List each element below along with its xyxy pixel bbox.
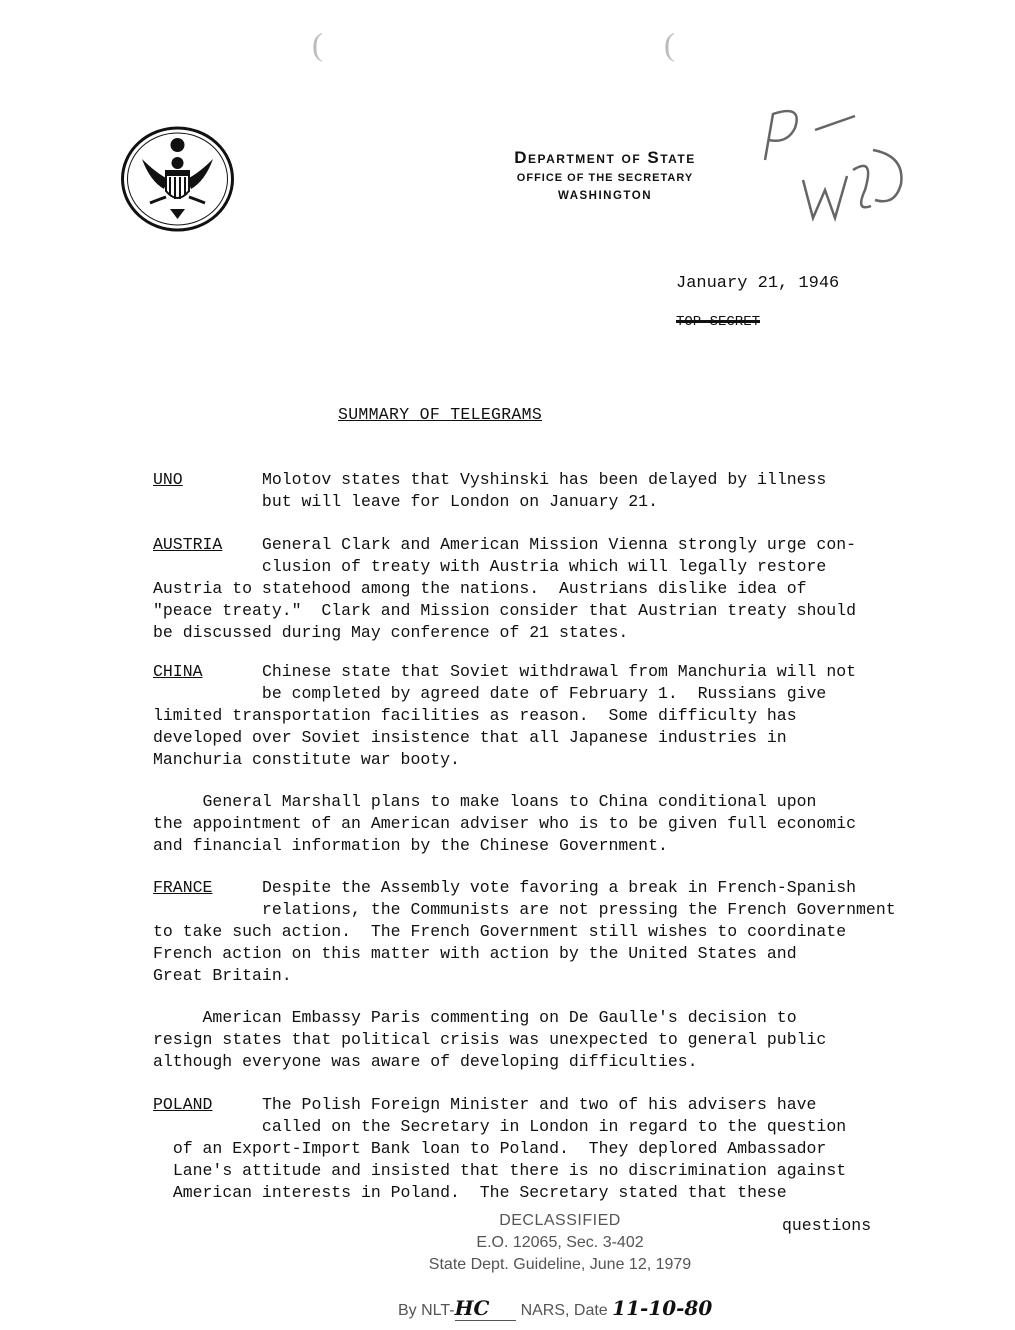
text-line: relations, the Communists are not pressing the French Government (261, 900, 896, 919)
handwritten-date-field: 11-10-80 (612, 1296, 713, 1320)
declass-line: State Dept. Guideline, June 12, 1979 (428, 1256, 692, 1273)
section-france-paragraph-2 (153, 1007, 953, 1073)
section-uno (153, 469, 953, 513)
text-line: called on the Secretary in London in regard to the question (261, 1117, 847, 1136)
classification-marking: TOP SECRET (676, 314, 761, 330)
stray-mark: ( (312, 26, 323, 62)
text-line: Great Britain. (153, 966, 292, 985)
section-poland (153, 1094, 953, 1204)
text-line: Manchuria constitute war booty. (153, 750, 460, 769)
text-line: Lane's attitude and insisted that there is no discrimination against (172, 1161, 847, 1180)
text-line: resign states that political crisis was unexpected to general public (153, 1030, 827, 1049)
city-name: WASHINGTON (557, 190, 652, 202)
stray-mark: ( (664, 26, 675, 62)
by-prefix: By NLT- (398, 1302, 455, 1319)
text-line: be completed by agreed date of February 1. Russians give (261, 684, 827, 703)
text-line: Chinese state that Soviet withdrawal from Manchuria will not (261, 662, 857, 681)
section-austria (153, 534, 953, 644)
section-china-paragraph-2 (153, 791, 953, 857)
text-line: French action on this matter with action by the United States and (153, 944, 797, 963)
declassification-stamp (380, 1210, 740, 1276)
declass-line: E.O. 12065, Sec. 3-402 (476, 1234, 644, 1251)
handwritten-initials-field: HC (454, 1296, 490, 1320)
text-line: The Polish Foreign Minister and two of his advisers have (261, 1095, 817, 1114)
declass-line: DECLASSIFIED (499, 1212, 621, 1229)
section-label: UNO (153, 470, 183, 489)
continuation-word: questions (782, 1216, 872, 1235)
text-line: to take such action. The French Government still wishes to coordinate (153, 922, 847, 941)
text-line: and financial information by the Chinese Government. (153, 836, 668, 855)
declass-authority-line (398, 1296, 712, 1321)
text-line: clusion of treaty with Austria which will legally restore (261, 557, 827, 576)
office-name: OFFICE OF THE SECRETARY (516, 172, 694, 184)
text-line: limited transportation facilities as reason. Some difficulty has (153, 706, 797, 725)
department-name: Department of State (514, 148, 696, 167)
nars-prefix: NARS, Date (520, 1302, 608, 1319)
text-line: of an Export-Import Bank loan to Poland. They deplored Ambassador (172, 1139, 827, 1158)
text-line: "peace treaty." Clark and Mission consider that Austrian treaty should (153, 601, 857, 620)
document-title: SUMMARY OF TELEGRAMS (338, 405, 543, 424)
section-label: CHINA (153, 662, 203, 681)
text-line: General Clark and American Mission Vienna strongly urge con- (261, 535, 857, 554)
text-line: Despite the Assembly vote favoring a break in French-Spanish (261, 878, 857, 897)
section-france (153, 877, 953, 987)
section-label: AUSTRIA (153, 535, 223, 554)
document-date: January 21, 1946 (676, 274, 840, 293)
section-label: FRANCE (153, 878, 213, 897)
great-seal-icon (120, 125, 235, 233)
text-line: American interests in Poland. The Secretary stated that these (172, 1183, 787, 1202)
text-line: Austria to statehood among the nations. Austrians dislike idea of (153, 579, 807, 598)
text-line: American Embassy Paris commenting on De Gaulle's decision to (202, 1008, 797, 1027)
letterhead (455, 148, 755, 202)
handwritten-initials (755, 100, 915, 235)
text-line: but will leave for London on January 21. (261, 492, 658, 511)
text-line: although everyone was aware of developing difficulties. (153, 1052, 698, 1071)
text-line: developed over Soviet insistence that all Japanese industries in (153, 728, 787, 747)
text-line: Molotov states that Vyshinski has been delayed by illness (261, 470, 827, 489)
text-line: General Marshall plans to make loans to China conditional upon (202, 792, 817, 811)
text-line: the appointment of an American adviser who is to be given full economic (153, 814, 857, 833)
section-china (153, 661, 953, 771)
text-line: be discussed during May conference of 21 states. (153, 623, 629, 642)
section-label: POLAND (153, 1095, 213, 1114)
